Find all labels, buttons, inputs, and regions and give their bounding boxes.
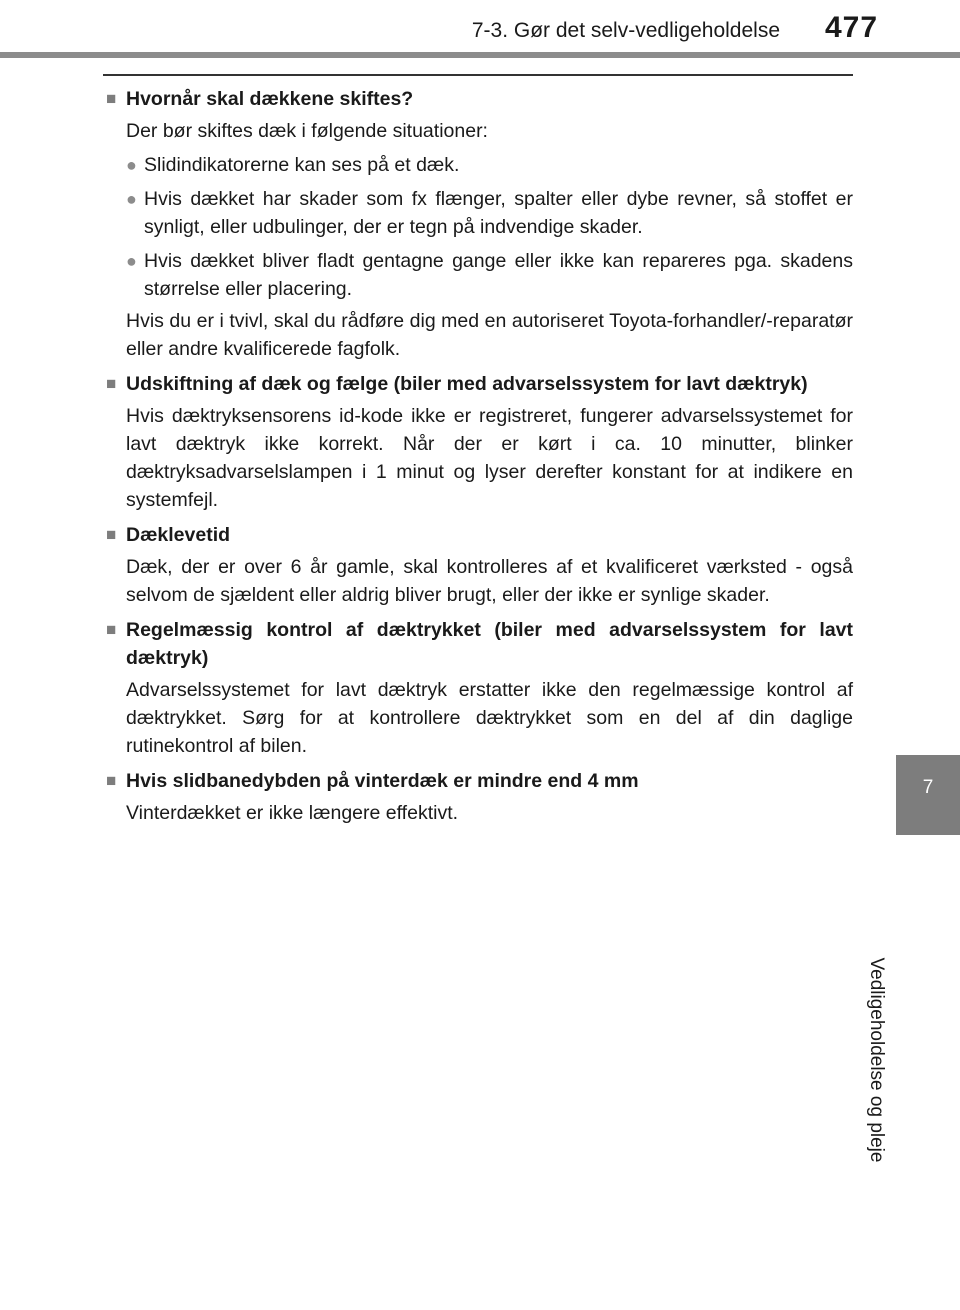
section-heading xyxy=(106,85,856,113)
heading-text: Dæklevetid xyxy=(126,524,231,546)
square-bullet-icon: ■ xyxy=(106,525,117,544)
top-rule xyxy=(103,74,853,76)
section-tire-lifetime xyxy=(106,521,856,609)
square-bullet-icon: ■ xyxy=(106,89,117,108)
section-tire-wheel-replacement xyxy=(106,370,856,514)
circle-bullet-icon: ● xyxy=(126,155,137,175)
circle-bullet-icon: ● xyxy=(126,189,137,209)
section-heading xyxy=(106,521,856,549)
page-content xyxy=(106,85,856,834)
paragraph: Advarselssystemet for lavt dæktryk erstatter ikke den regelmæssige kontrol af dæktrykket. Sørg for at kontrollere dæktrykket som en del af din daglige rutinekontrol af bilen. xyxy=(126,679,853,757)
list-item-text: Hvis dækket bliver fladt gentagne gange eller ikke kan repareres pga. skadens størrelse eller placering. xyxy=(144,250,853,300)
chapter-title: Vedligeholdelse og pleje xyxy=(866,957,887,1163)
heading-text: Hvornår skal dækkene skiftes? xyxy=(126,88,414,110)
paragraph: Dæk, der er over 6 år gamle, skal kontrolleres af et kvalificeret værksted - også selvom de sjældent eller aldrig bliver brugt, eller der ikke er synlige skader. xyxy=(126,556,853,606)
section-tire-replacement xyxy=(106,85,856,363)
heading-text: Regelmæssig kontrol af dæktrykket (biler med advarselssystem for lavt dæktryk) xyxy=(126,619,853,669)
square-bullet-icon: ■ xyxy=(106,374,117,393)
circle-bullet-icon: ● xyxy=(126,251,137,271)
section-heading xyxy=(106,767,856,795)
list-item xyxy=(126,247,856,303)
paragraph: Vinterdækket er ikke længere effektivt. xyxy=(126,802,459,824)
header-section-title: 7-3. Gør det selv-vedligeholdelse xyxy=(471,19,780,42)
list-item-text: Slidindikatorerne kan ses på et dæk. xyxy=(144,154,460,176)
list-item-text: Hvis dækket har skader som fx flænger, spalter eller dybe revner, så stoffet er synligt, eller udbulinger, der er tegn på indvendige skader. xyxy=(144,188,853,238)
section-heading xyxy=(106,370,856,398)
section-winter-tread-depth xyxy=(106,767,856,827)
list-item xyxy=(126,151,856,179)
paragraph: Hvis du er i tvivl, skal du rådføre dig med en autoriseret Toyota-forhandler/-reparatør eller andre kvalificerede fagfolk. xyxy=(126,310,853,360)
square-bullet-icon: ■ xyxy=(106,771,117,790)
chapter-tab[interactable] xyxy=(896,755,960,835)
list-item xyxy=(126,185,856,241)
heading-text: Udskiftning af dæk og fælge (biler med advarselssystem for lavt dæktryk) xyxy=(126,373,808,395)
section-pressure-check xyxy=(106,616,856,760)
chapter-number: 7 xyxy=(922,777,934,798)
paragraph: Hvis dæktryksensorens id-kode ikke er registreret, fungerer advarselssystemet for lavt dæktryk ikke korrekt. Når der er kørt i ca. 10 minutter, blinker dæktryksadvarselslampen i 1 minut og lyser derefter konstant for at indikere en systemfejl. xyxy=(126,405,853,511)
section-heading xyxy=(106,616,856,672)
header-bar xyxy=(0,52,960,58)
page-number: 477 xyxy=(825,11,879,44)
heading-text: Hvis slidbanedybden på vinterdæk er mindre end 4 mm xyxy=(126,770,639,792)
paragraph: Der bør skiftes dæk i følgende situationer: xyxy=(126,120,488,142)
square-bullet-icon: ■ xyxy=(106,620,117,639)
